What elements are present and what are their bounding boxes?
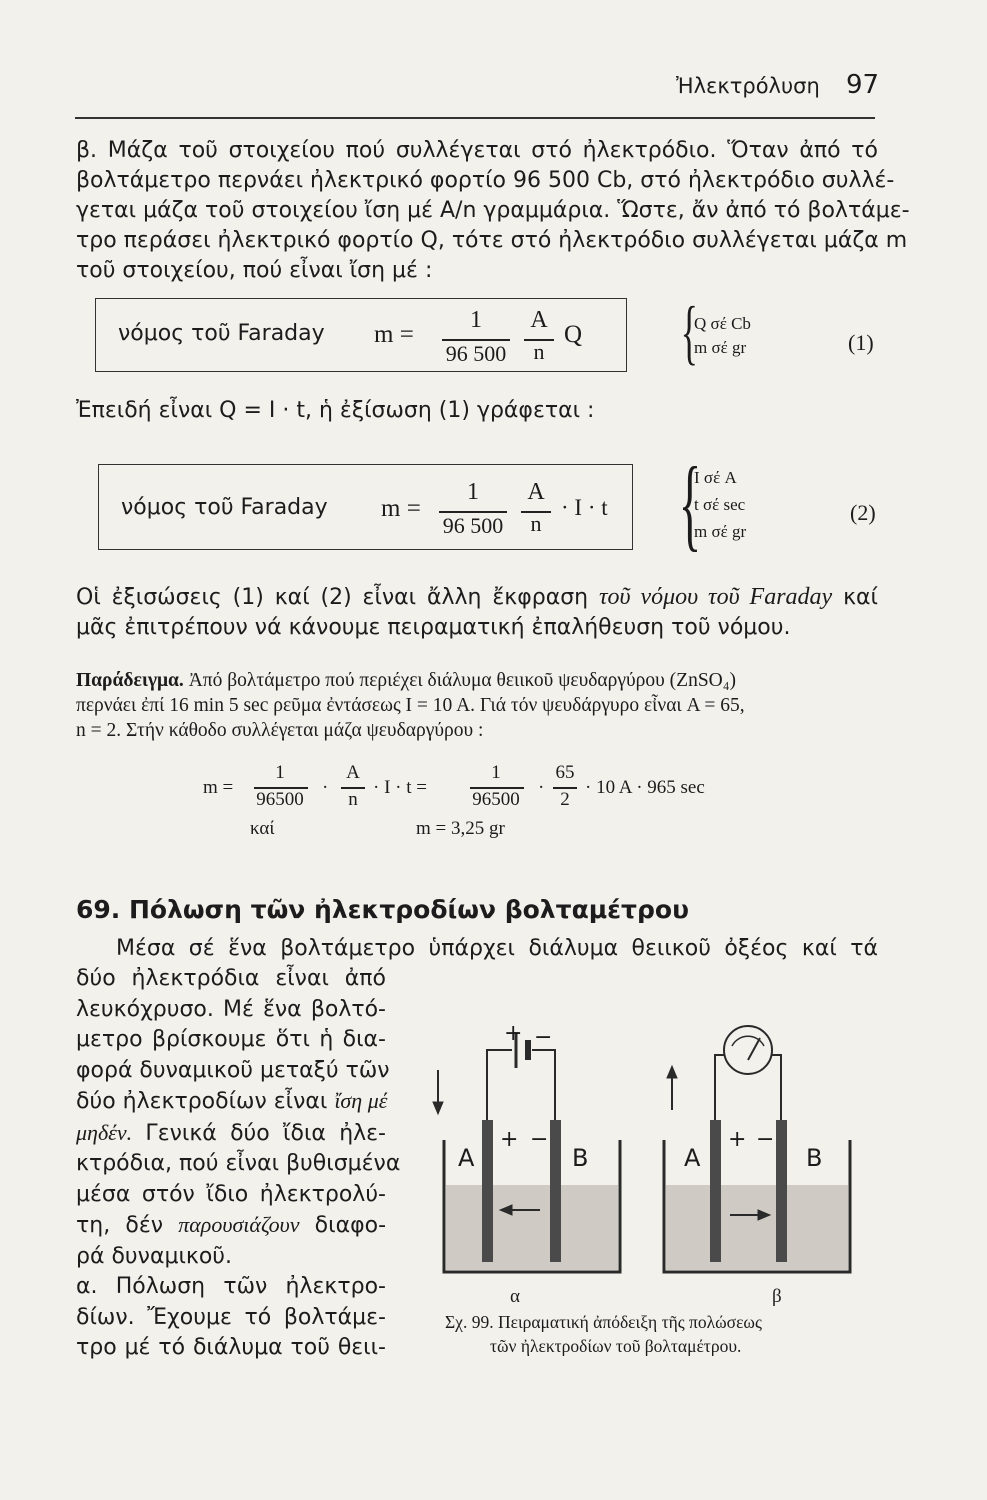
solution-b — [666, 1185, 848, 1270]
text-line — [76, 1118, 386, 1150]
text-line: ρά δυναμικοῦ. — [76, 1243, 233, 1269]
brace-icon: { — [678, 446, 702, 561]
formula-label: νόμος τοῦ Faraday — [118, 321, 325, 346]
fraction-numerator: 1 — [275, 762, 285, 783]
example-equation — [0, 760, 987, 840]
section-69-heading: 69. Πόλωση τῶν ἠλεκτροδίων βολταμέτρου — [76, 895, 689, 924]
formula-m-equals: m = — [381, 495, 421, 522]
text-line — [76, 1210, 386, 1242]
text-line: τρο μέ τό διάλυμα τοῦ θειι- — [76, 1335, 386, 1360]
fraction-numerator: 1 — [491, 762, 501, 783]
eq-kai: καί — [250, 818, 275, 839]
text-line: κτρόδια, πού εἶναι βυθισμένα — [76, 1151, 401, 1176]
text-line — [76, 668, 878, 693]
page-number: 97 — [846, 70, 880, 100]
panel-label: β — [772, 1286, 782, 1307]
law-name: τοῦ νόμου τοῦ Faraday — [598, 584, 833, 610]
running-head-title: Ἠλεκτρόλυση — [676, 74, 820, 98]
text-line: β. Μάζα τοῦ στοιχείου πού συλλέγεται στό ἠλεκτρόδιο. Ὅταν ἀπό τό — [76, 138, 878, 163]
text-segment: διαφο- — [299, 1213, 387, 1238]
battery-plus-label: + — [504, 1021, 523, 1046]
electrode-label: A — [684, 1144, 701, 1172]
text-line — [76, 582, 878, 613]
text-line: γεται μάζα τοῦ στοιχείου ἴση μέ A/n γραμμάρια. Ὥστε, ἄν ἀπό τό βολτάμε- — [76, 198, 910, 223]
electrode-minus-label: − — [530, 1127, 549, 1152]
eq-dot: · — [322, 777, 329, 798]
unit-line: m σέ gr — [694, 338, 747, 357]
solution-a — [446, 1185, 618, 1270]
faraday-formula-1-box — [95, 298, 627, 372]
electrode-label: A — [458, 1144, 475, 1172]
fraction-numerator: 1 — [470, 307, 482, 333]
equation-number: (2) — [850, 500, 876, 525]
text-line: βολτάμετρο περνάει ἠλεκτρικό φορτίο 96 500 Cb, στό ἠλεκτρόδιο συλλέ- — [76, 168, 895, 193]
text-line: μέσα στόν ἴδιο ἠλεκτρολύ- — [76, 1181, 386, 1207]
electrode-a-left — [482, 1120, 493, 1262]
electrode-label: B — [806, 1144, 823, 1172]
fraction-denominator: 96500 — [256, 789, 304, 810]
text-line: φορά δυναμικοῦ μεταξύ τῶν — [76, 1057, 390, 1083]
text-line: n = 2. Στήν κάθοδο συλλέγεται μάζα ψευδαργύρου : — [76, 720, 484, 741]
fraction-denominator: 96 500 — [442, 513, 504, 538]
fraction-denominator: 96 500 — [445, 341, 507, 366]
fraction-denominator: 2 — [560, 789, 570, 810]
formula-1-units — [694, 312, 751, 360]
fraction-denominator: n — [348, 789, 358, 810]
text-line: Μέσα σέ ἕνα βολτάμετρο ὑπάρχει διάλυμα θειικοῦ ὀξέος καί τά — [116, 936, 878, 961]
electrode-minus-label: − — [756, 1127, 775, 1152]
text-segment: τη, δέν — [76, 1213, 179, 1238]
unit-line: I σέ A — [694, 468, 737, 487]
arrow-head — [667, 1066, 677, 1078]
faraday-formula-2-box — [98, 464, 633, 550]
text-line: τοῦ στοιχείου, πού εἶναι ἴση μέ : — [76, 258, 433, 283]
unit-line: Q σέ Cb — [694, 314, 751, 333]
text-line: μετρο βρίσκουμε ὅτι ἡ δια- — [76, 1027, 386, 1052]
battery-minus-label: − — [534, 1025, 553, 1050]
electrode-b-right — [776, 1120, 787, 1262]
text-line: λευκόχρυσο. Μέ ἕνα βολτό- — [76, 996, 386, 1022]
italic-phrase: ἴση μέ — [334, 1088, 388, 1113]
italic-phrase: μηδέν. — [76, 1119, 133, 1145]
fraction-numerator: 65 — [555, 762, 575, 783]
wire — [770, 1055, 781, 1120]
electrode-plus-label: + — [500, 1127, 519, 1152]
section-69-body — [76, 964, 401, 1364]
fraction-denominator: n — [530, 511, 542, 536]
formula-label: νόμος τοῦ Faraday — [121, 495, 328, 520]
fraction-denominator: 96500 — [472, 789, 520, 810]
section-b-paragraph — [76, 136, 910, 286]
text-line: δύο ἠλεκτρόδια εἶναι ἀπό — [76, 966, 386, 991]
wire — [487, 1050, 512, 1120]
fraction-numerator: A — [530, 307, 548, 333]
unit-line: m σέ gr — [694, 522, 747, 541]
fraction-numerator: A — [527, 479, 545, 505]
between-text: Ἐπειδή εἶναι Q = I · t, ἡ ἐξίσωση (1) γράφεται : — [76, 398, 595, 423]
arrow-head — [433, 1102, 443, 1114]
figure-caption-line-1: Σχ. 99. Πειραματική ἀπόδειξη τῆς πολώσεως — [445, 1312, 762, 1332]
electrode-a-right — [550, 1120, 561, 1262]
italic-phrase: παρουσιάζουν — [178, 1212, 300, 1237]
text-line — [76, 1086, 386, 1118]
figure-99 — [400, 1010, 880, 1310]
brace-icon: { — [680, 292, 698, 372]
figure-caption-line-2: τῶν ἠλεκτροδίων τοῦ βολταμέτρου. — [490, 1336, 742, 1356]
electrode-b-left — [710, 1120, 721, 1262]
text-segment: Οἱ ἐξισώσεις (1) καί (2) εἶναι ἄλλη ἔκφραση — [76, 585, 599, 610]
text-line: μᾶς ἐπιτρέπουν νά κάνουμε πειραματική ἐπαλήθευση τοῦ νόμου. — [76, 615, 791, 640]
wire — [715, 1055, 726, 1120]
text-line: περνάει ἐπί 16 min 5 sec ρεῦμα ἐντάσεως I = 10 A. Γιά τόν ψευδάργυρο εἶναι A = 65, — [76, 695, 745, 716]
text-segment: Γενικά δύο ἴδια ἠλε- — [132, 1120, 386, 1146]
eq-result: m = 3,25 gr — [416, 818, 505, 839]
section-69-first-line — [76, 934, 878, 964]
formula-tail: · I · t — [561, 495, 608, 520]
example-title: Παράδειγμα. — [76, 670, 184, 691]
voltmeter-icon — [724, 1026, 772, 1074]
eq-tail: · 10 A · 965 sec — [585, 777, 705, 798]
formula-tail: Q — [564, 321, 583, 348]
example-paragraph — [76, 668, 878, 743]
electrode-label: B — [572, 1144, 589, 1172]
electrode-plus-label: + — [728, 1127, 747, 1152]
conclusion-paragraph — [76, 582, 878, 643]
formula-m-equals: m = — [374, 321, 414, 348]
header-rule — [75, 117, 875, 119]
equation-number: (1) — [848, 330, 874, 355]
eq-dot: · — [538, 777, 545, 798]
eq-mid: · I · t = — [373, 777, 427, 798]
fraction-denominator: n — [533, 339, 545, 364]
text-line: τρο περάσει ἠλεκτρικό φορτίο Q, τότε στό ἠλεκτρόδιο συλλέγεται μάζα m — [76, 228, 908, 253]
text-segment: καί — [832, 585, 878, 610]
eq-m-equals: m = — [203, 777, 234, 798]
text-segment: Ἀπό βολτάμετρο πού περιέχει διάλυμα θειικοῦ ψευδαργύρου (ZnSO₄) — [183, 670, 737, 691]
fraction-numerator: A — [346, 762, 360, 783]
formula-2-units — [694, 464, 746, 545]
panel-label: α — [510, 1286, 520, 1307]
text-line: δίων. Ἔχουμε τό βολτάμε- — [76, 1304, 386, 1330]
text-line: α. Πόλωση τῶν ἠλεκτρο- — [76, 1274, 386, 1299]
fraction-numerator: 1 — [467, 479, 479, 505]
wire — [532, 1050, 555, 1120]
unit-line: t σέ sec — [694, 495, 746, 514]
text-segment: δύο ἠλεκτροδίων εἶναι — [76, 1089, 335, 1114]
